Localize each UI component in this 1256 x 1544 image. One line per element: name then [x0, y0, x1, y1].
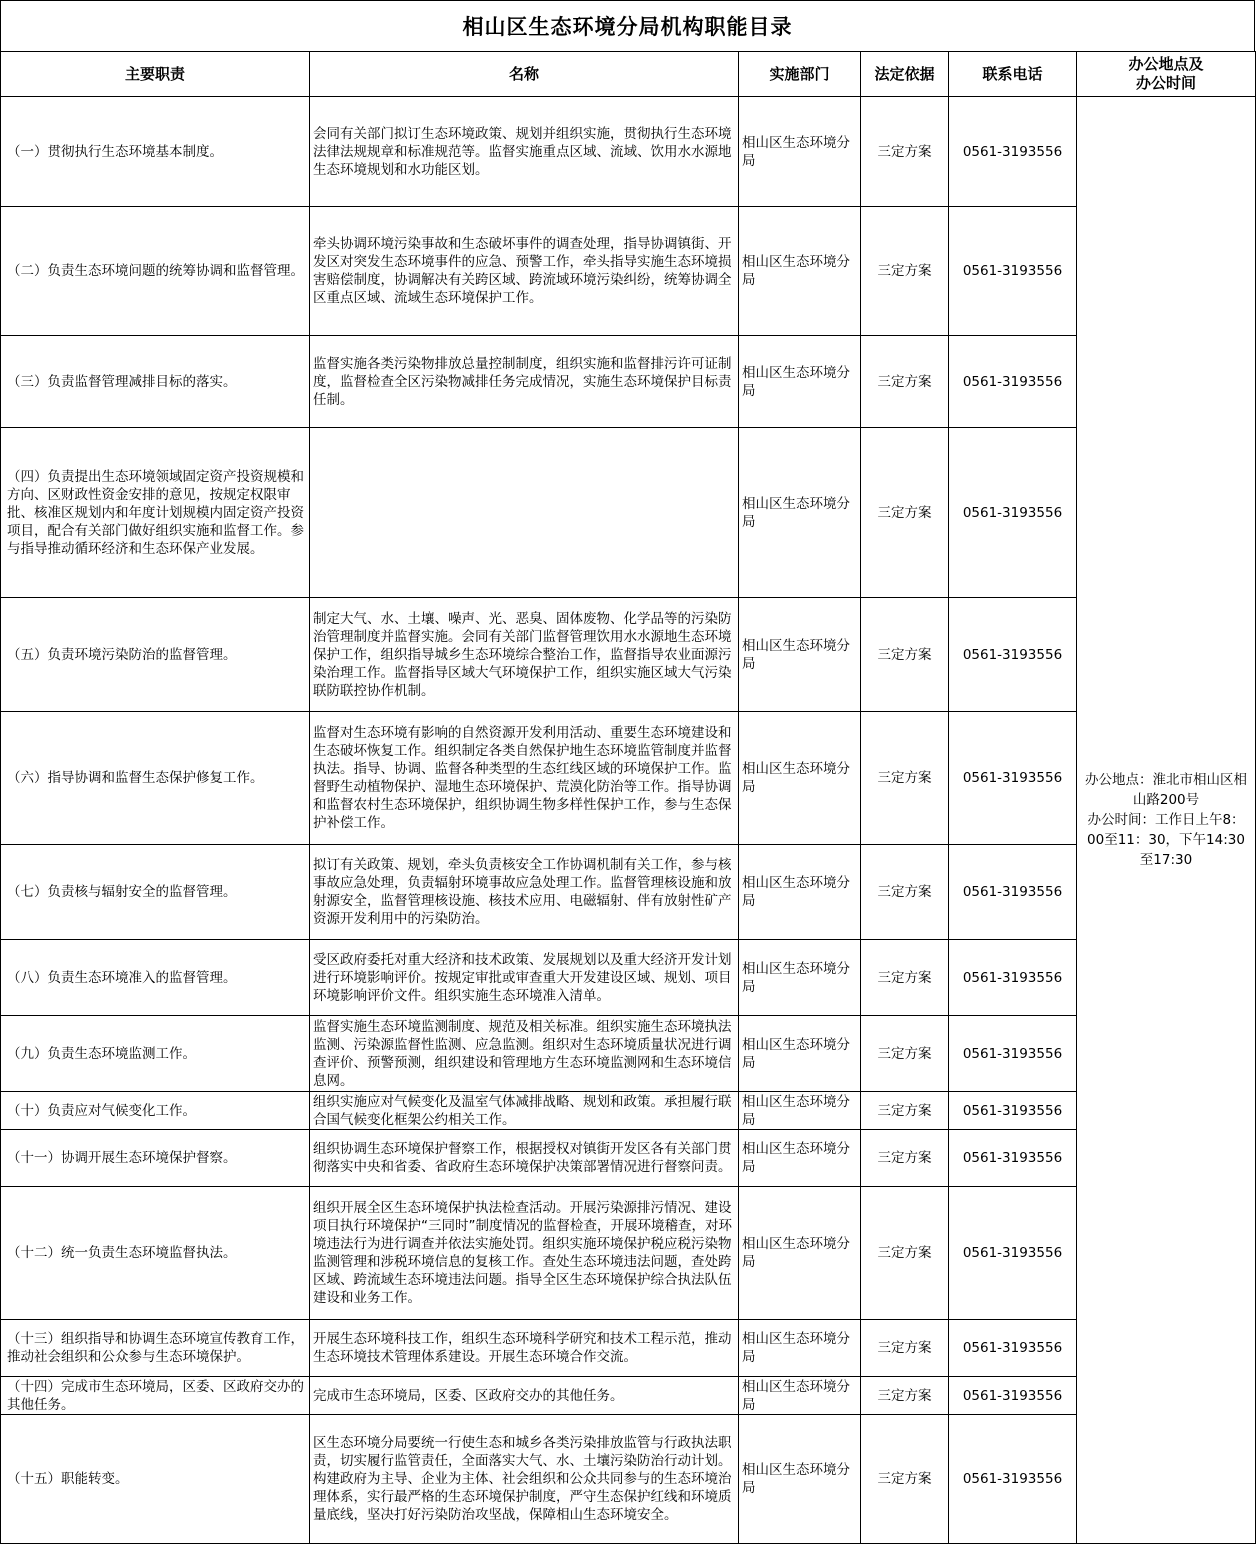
basis-cell: 三定方案: [861, 207, 949, 336]
basis-cell: 三定方案: [861, 940, 949, 1016]
name-cell: 受区政府委托对重大经济和技术政策、发展规划以及重大经济开发计划进行环境影响评价。按规定审批或审查重大开发建设区域、规划、项目环境影响评价文件。组织实施生态环境准入清单。: [310, 940, 739, 1016]
page-title: 相山区生态环境分局机构职能目录: [0, 0, 1255, 51]
duty-cell: （四）负责提出生态环境领域固定资产投资规模和方向、区财政性资金安排的意见，按规定权限审批、核准区规划内和年度计划规模内固定资产投资项目，配合有关部门做好组织实施和监督工作。参与指导推动循环经济和生态环保产业发展。: [1, 428, 310, 598]
name-cell: 开展生态环境科技工作，组织生态环境科学研究和技术工程示范，推动生态环境技术管理体系建设。开展生态环境合作交流。: [310, 1320, 739, 1377]
basis-cell: 三定方案: [861, 1320, 949, 1377]
dept-cell: 相山区生态环境分局: [739, 598, 861, 712]
basis-cell: 三定方案: [861, 1377, 949, 1415]
table-row: [1, 207, 1256, 336]
header-duty: 主要职责: [1, 52, 310, 97]
phone-cell: 0561-3193556: [949, 1130, 1077, 1187]
duty-cell: （六）指导协调和监督生态保护修复工作。: [1, 712, 310, 845]
dept-cell: 相山区生态环境分局: [739, 1092, 861, 1130]
name-cell: 制定大气、水、土壤、噪声、光、恶臭、固体废物、化学品等的污染防治管理制度并监督实施。会同有关部门监督管理饮用水水源地生态环境保护工作，组织指导城乡生态环境综合整治工作，监督指导农业面源污染治理工作。监督指导区域大气环境保护工作，组织实施区域大气污染联防联控协作机制。: [310, 598, 739, 712]
name-cell: [310, 428, 739, 598]
office-hours: 办公时间：工作日上午8：00至11：30，下午14:30至17:30: [1087, 812, 1245, 868]
dept-cell: 相山区生态环境分局: [739, 207, 861, 336]
basis-cell: 三定方案: [861, 1130, 949, 1187]
table-row: [1, 1187, 1256, 1320]
phone-cell: 0561-3193556: [949, 1377, 1077, 1415]
dept-cell: 相山区生态环境分局: [739, 1130, 861, 1187]
basis-cell: 三定方案: [861, 845, 949, 940]
header-dept: 实施部门: [739, 52, 861, 97]
name-cell: 组织协调生态环境保护督察工作，根据授权对镇街开发区各有关部门贯彻落实中央和省委、省政府生态环境保护决策部署情况进行督察问责。: [310, 1130, 739, 1187]
table-row: [1, 1320, 1256, 1377]
name-cell: 监督对生态环境有影响的自然资源开发利用活动、重要生态环境建设和生态破坏恢复工作。组织制定各类自然保护地生态环境监管制度并监督执法。指导、协调、监督各种类型的生态红线区域的环境保护工作。监督野生动植物保护、湿地生态环境保护、荒漠化防治等工作。指导协调和监督农村生态环境保护，组织协调生物多样性保护工作，参与生态保护补偿工作。: [310, 712, 739, 845]
table-row: [1, 1415, 1256, 1544]
name-cell: 拟订有关政策、规划，牵头负责核安全工作协调机制有关工作，参与核事故应急处理，负责辐射环境事故应急处理工作。监督管理核设施和放射源安全，监督管理核设施、核技术应用、电磁辐射、伴有放射性矿产资源开发利用中的污染防治。: [310, 845, 739, 940]
basis-cell: 三定方案: [861, 1092, 949, 1130]
basis-cell: 三定方案: [861, 1016, 949, 1092]
table-row: [1, 1130, 1256, 1187]
name-cell: 组织开展全区生态环境保护执法检查活动。开展污染源排污情况、建设项目执行环境保护“三同时”制度情况的监督检查，开展环境稽查，对环境违法行为进行调查并依法实施处罚。组织实施环境保护税应税污染物监测管理和涉税环境信息的复核工作。查处生态环境违法问题，查处跨区域、跨流域生态环境违法问题。指导全区生态环境保护综合执法队伍建设和业务工作。: [310, 1187, 739, 1320]
table-row: [1, 712, 1256, 845]
table-row: [1, 598, 1256, 712]
phone-cell: 0561-3193556: [949, 598, 1077, 712]
phone-cell: 0561-3193556: [949, 336, 1077, 428]
dept-cell: 相山区生态环境分局: [739, 845, 861, 940]
office-cell: [1077, 97, 1256, 1544]
office-address: 办公地点：淮北市相山区相山路200号: [1085, 772, 1247, 808]
duty-cell: （十一）协调开展生态环境保护督察。: [1, 1130, 310, 1187]
name-cell: 完成市生态环境局，区委、区政府交办的其他任务。: [310, 1377, 739, 1415]
name-cell: 监督实施生态环境监测制度、规范及相关标准。组织实施生态环境执法监测、污染源监督性监测、应急监测。组织对生态环境质量状况进行调查评价、预警预测，组织建设和管理地方生态环境监测网和生态环境信息网。: [310, 1016, 739, 1092]
phone-cell: 0561-3193556: [949, 712, 1077, 845]
phone-cell: 0561-3193556: [949, 428, 1077, 598]
duty-cell: （十）负责应对气候变化工作。: [1, 1092, 310, 1130]
phone-cell: 0561-3193556: [949, 1092, 1077, 1130]
dept-cell: 相山区生态环境分局: [739, 940, 861, 1016]
duty-cell: （十五）职能转变。: [1, 1415, 310, 1544]
phone-cell: 0561-3193556: [949, 1320, 1077, 1377]
dept-cell: 相山区生态环境分局: [739, 336, 861, 428]
header-office-line1: 办公地点及: [1128, 55, 1204, 73]
function-table: [0, 51, 1256, 1544]
name-cell: 会同有关部门拟订生态环境政策、规划并组织实施，贯彻执行生态环境法律法规规章和标准规范等。监督实施重点区域、流域、饮用水水源地生态环境规划和水功能区划。: [310, 97, 739, 207]
name-cell: 牵头协调环境污染事故和生态破坏事件的调查处理，指导协调镇街、开发区对突发生态环境事件的应急、预警工作，牵头指导实施生态环境损害赔偿制度，协调解决有关跨区域、跨流域环境污染纠纷，统筹协调全区重点区域、流域生态环境保护工作。: [310, 207, 739, 336]
table-row: [1, 940, 1256, 1016]
table-row: [1, 1016, 1256, 1092]
dept-cell: 相山区生态环境分局: [739, 428, 861, 598]
phone-cell: 0561-3193556: [949, 940, 1077, 1016]
basis-cell: 三定方案: [861, 1187, 949, 1320]
table-row: [1, 97, 1256, 207]
phone-cell: 0561-3193556: [949, 97, 1077, 207]
basis-cell: 三定方案: [861, 598, 949, 712]
dept-cell: 相山区生态环境分局: [739, 712, 861, 845]
phone-cell: 0561-3193556: [949, 1415, 1077, 1544]
duty-cell: （十三）组织指导和协调生态环境宣传教育工作，推动社会组织和公众参与生态环境保护。: [1, 1320, 310, 1377]
duty-cell: （七）负责核与辐射安全的监督管理。: [1, 845, 310, 940]
header-basis: 法定依据: [861, 52, 949, 97]
basis-cell: 三定方案: [861, 336, 949, 428]
table-row: [1, 428, 1256, 598]
table-row: [1, 336, 1256, 428]
duty-cell: （十二）统一负责生态环境监督执法。: [1, 1187, 310, 1320]
duty-cell: （十四）完成市生态环境局，区委、区政府交办的其他任务。: [1, 1377, 310, 1415]
dept-cell: 相山区生态环境分局: [739, 1187, 861, 1320]
header-row: [1, 52, 1256, 97]
phone-cell: 0561-3193556: [949, 845, 1077, 940]
duty-cell: （九）负责生态环境监测工作。: [1, 1016, 310, 1092]
header-office-line2: 办公时间: [1135, 74, 1196, 92]
basis-cell: 三定方案: [861, 712, 949, 845]
dept-cell: 相山区生态环境分局: [739, 1016, 861, 1092]
basis-cell: 三定方案: [861, 428, 949, 598]
phone-cell: 0561-3193556: [949, 1187, 1077, 1320]
table-row: [1, 845, 1256, 940]
table-row: [1, 1377, 1256, 1415]
duty-cell: （二）负责生态环境问题的统筹协调和监督管理。: [1, 207, 310, 336]
header-name: 名称: [310, 52, 739, 97]
dept-cell: 相山区生态环境分局: [739, 97, 861, 207]
dept-cell: 相山区生态环境分局: [739, 1415, 861, 1544]
duty-cell: （三）负责监督管理减排目标的落实。: [1, 336, 310, 428]
name-cell: 组织实施应对气候变化及温室气体减排战略、规划和政策。承担履行联合国气候变化框架公约相关工作。: [310, 1092, 739, 1130]
phone-cell: 0561-3193556: [949, 207, 1077, 336]
duty-cell: （五）负责环境污染防治的监督管理。: [1, 598, 310, 712]
dept-cell: 相山区生态环境分局: [739, 1320, 861, 1377]
duty-cell: （八）负责生态环境准入的监督管理。: [1, 940, 310, 1016]
duty-cell: （一）贯彻执行生态环境基本制度。: [1, 97, 310, 207]
basis-cell: 三定方案: [861, 97, 949, 207]
name-cell: 监督实施各类污染物排放总量控制制度，组织实施和监督排污许可证制度，监督检查全区污染物减排任务完成情况，实施生态环境保护目标责任制。: [310, 336, 739, 428]
basis-cell: 三定方案: [861, 1415, 949, 1544]
phone-cell: 0561-3193556: [949, 1016, 1077, 1092]
dept-cell: 相山区生态环境分局: [739, 1377, 861, 1415]
header-phone: 联系电话: [949, 52, 1077, 97]
header-office: [1077, 52, 1256, 97]
table-row: [1, 1092, 1256, 1130]
name-cell: 区生态环境分局要统一行使生态和城乡各类污染排放监管与行政执法职责，切实履行监管责任，全面落实大气、水、土壤污染防治行动计划。构建政府为主导、企业为主体、社会组织和公众共同参与的生态环境治理体系，实行最严格的生态环境保护制度，严守生态保护红线和环境质量底线，坚决打好污染防治攻坚战，保障相山生态环境安全。: [310, 1415, 739, 1544]
